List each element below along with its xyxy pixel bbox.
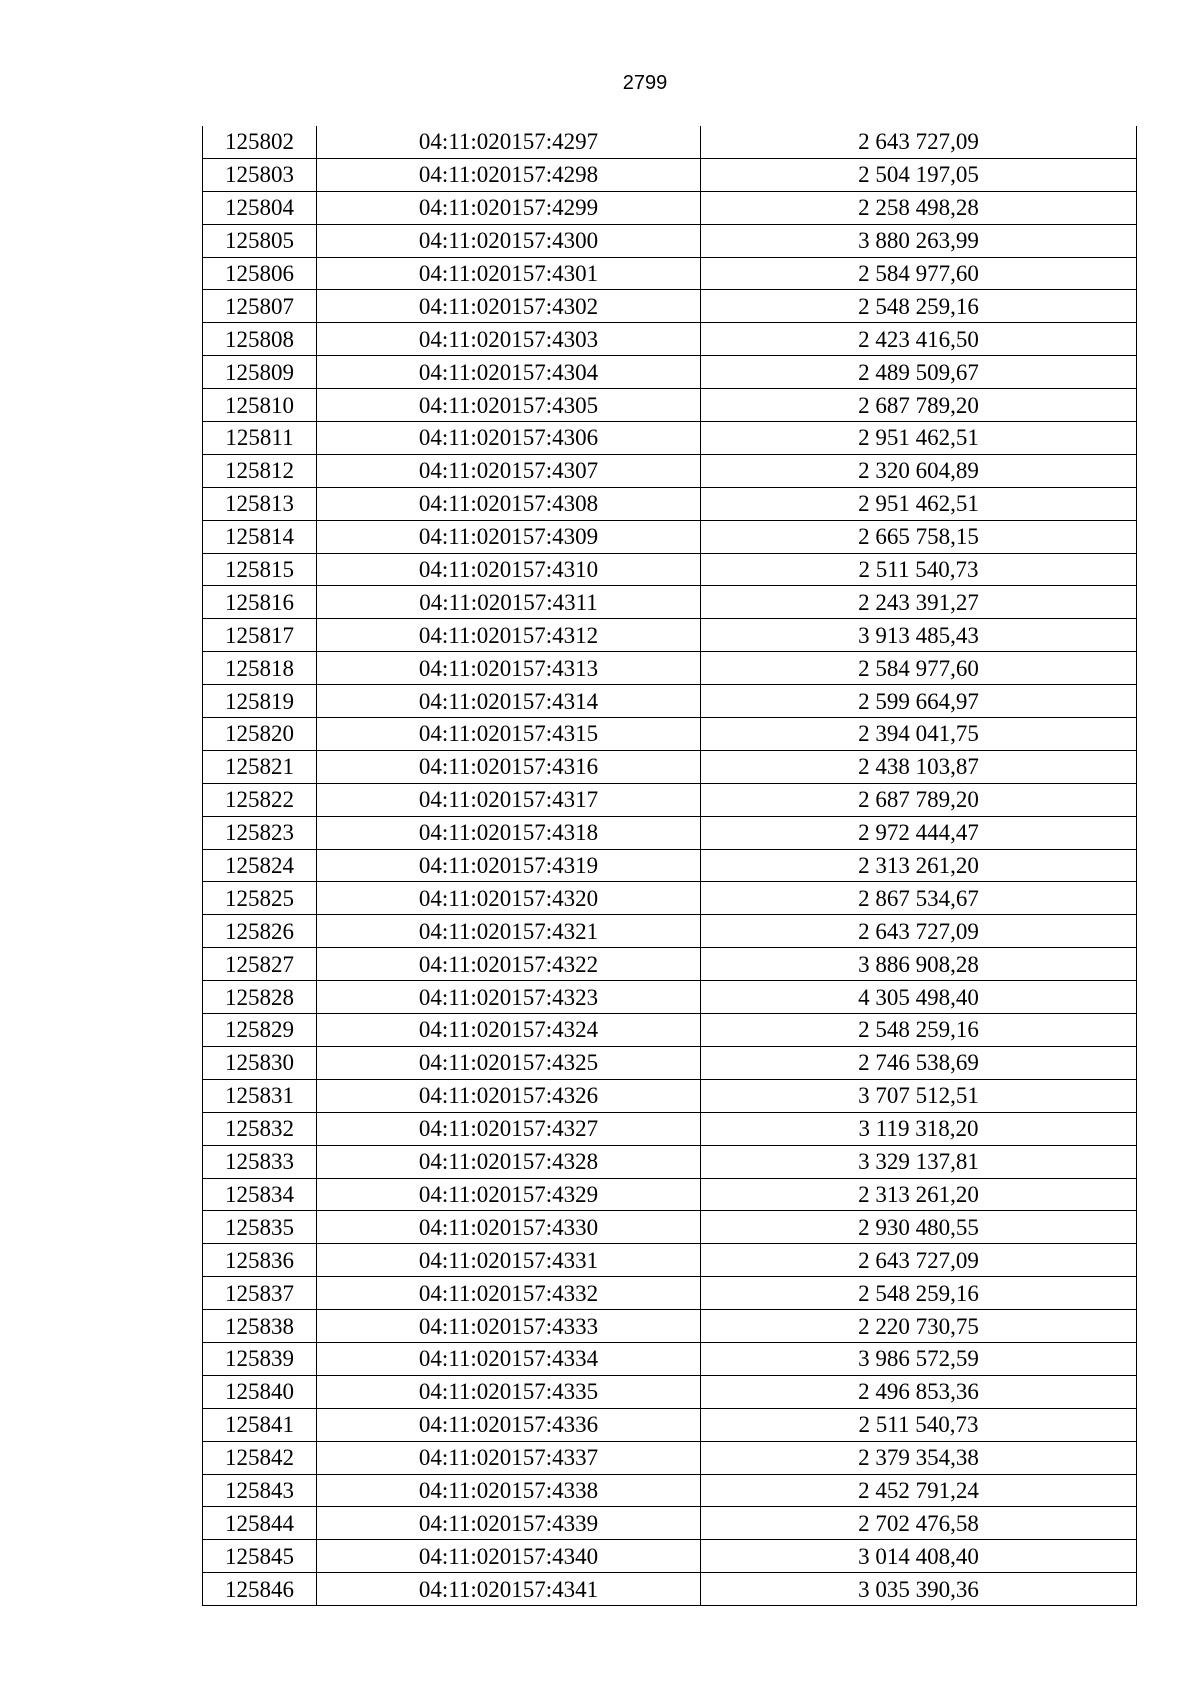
cadastral-value-cell: 3 035 390,36 xyxy=(701,1573,1137,1606)
row-id-cell: 125840 xyxy=(203,1375,317,1408)
row-id-cell: 125826 xyxy=(203,915,317,948)
cadastral-number-cell: 04:11:020157:4308 xyxy=(317,487,701,520)
table-row xyxy=(203,981,1137,1014)
cadastral-value-cell: 2 746 538,69 xyxy=(701,1046,1137,1079)
row-id-cell: 125834 xyxy=(203,1178,317,1211)
cadastral-value-cell: 2 243 391,27 xyxy=(701,586,1137,619)
table-row xyxy=(203,1310,1137,1343)
row-id-cell: 125806 xyxy=(203,257,317,290)
cadastral-value-cell: 2 930 480,55 xyxy=(701,1211,1137,1244)
row-id-cell: 125810 xyxy=(203,389,317,422)
cadastral-number-cell: 04:11:020157:4335 xyxy=(317,1375,701,1408)
row-id-cell: 125838 xyxy=(203,1310,317,1343)
cadastral-number-cell: 04:11:020157:4326 xyxy=(317,1079,701,1112)
row-id-cell: 125837 xyxy=(203,1277,317,1310)
cadastral-value-cell: 3 880 263,99 xyxy=(701,224,1137,257)
table-row xyxy=(203,849,1137,882)
table-row xyxy=(203,126,1137,158)
cadastral-number-cell: 04:11:020157:4321 xyxy=(317,915,701,948)
table-row xyxy=(203,783,1137,816)
row-id-cell: 125817 xyxy=(203,619,317,652)
cadastral-value-cell: 2 548 259,16 xyxy=(701,1277,1137,1310)
table-row xyxy=(203,454,1137,487)
cadastral-number-cell: 04:11:020157:4337 xyxy=(317,1441,701,1474)
cadastral-number-cell: 04:11:020157:4330 xyxy=(317,1211,701,1244)
cadastral-number-cell: 04:11:020157:4312 xyxy=(317,619,701,652)
row-id-cell: 125802 xyxy=(203,126,317,158)
table-row xyxy=(203,356,1137,389)
cadastral-number-cell: 04:11:020157:4323 xyxy=(317,981,701,1014)
table-body xyxy=(203,126,1137,1606)
cadastral-value-cell: 3 886 908,28 xyxy=(701,948,1137,981)
row-id-cell: 125845 xyxy=(203,1540,317,1573)
row-id-cell: 125811 xyxy=(203,422,317,455)
row-id-cell: 125839 xyxy=(203,1342,317,1375)
row-id-cell: 125819 xyxy=(203,685,317,718)
cadastral-number-cell: 04:11:020157:4309 xyxy=(317,520,701,553)
cadastral-number-cell: 04:11:020157:4325 xyxy=(317,1046,701,1079)
table-row xyxy=(203,224,1137,257)
cadastral-value-cell: 2 379 354,38 xyxy=(701,1441,1137,1474)
row-id-cell: 125803 xyxy=(203,158,317,191)
row-id-cell: 125832 xyxy=(203,1112,317,1145)
cadastral-number-cell: 04:11:020157:4338 xyxy=(317,1474,701,1507)
cadastral-number-cell: 04:11:020157:4341 xyxy=(317,1573,701,1606)
row-id-cell: 125812 xyxy=(203,454,317,487)
cadastral-number-cell: 04:11:020157:4307 xyxy=(317,454,701,487)
row-id-cell: 125804 xyxy=(203,191,317,224)
table-row xyxy=(203,1244,1137,1277)
cadastral-number-cell: 04:11:020157:4301 xyxy=(317,257,701,290)
cadastral-number-cell: 04:11:020157:4319 xyxy=(317,849,701,882)
cadastral-value-cell: 2 511 540,73 xyxy=(701,553,1137,586)
table-row xyxy=(203,323,1137,356)
cadastral-number-cell: 04:11:020157:4310 xyxy=(317,553,701,586)
cadastral-value-cell: 2 599 664,97 xyxy=(701,685,1137,718)
table-row xyxy=(203,1507,1137,1540)
cadastral-number-cell: 04:11:020157:4329 xyxy=(317,1178,701,1211)
cadastral-value-cell: 2 702 476,58 xyxy=(701,1507,1137,1540)
table-row xyxy=(203,718,1137,751)
cadastral-value-table-container xyxy=(202,126,1137,1606)
table-row xyxy=(203,750,1137,783)
cadastral-value-cell: 2 511 540,73 xyxy=(701,1408,1137,1441)
cadastral-value-cell: 2 643 727,09 xyxy=(701,1244,1137,1277)
row-id-cell: 125825 xyxy=(203,882,317,915)
cadastral-number-cell: 04:11:020157:4336 xyxy=(317,1408,701,1441)
cadastral-value-cell: 3 913 485,43 xyxy=(701,619,1137,652)
cadastral-value-cell: 2 548 259,16 xyxy=(701,1014,1137,1047)
cadastral-value-cell: 2 489 509,67 xyxy=(701,356,1137,389)
row-id-cell: 125844 xyxy=(203,1507,317,1540)
cadastral-value-cell: 2 394 041,75 xyxy=(701,718,1137,751)
cadastral-value-cell: 2 423 416,50 xyxy=(701,323,1137,356)
table-row xyxy=(203,389,1137,422)
table-row xyxy=(203,948,1137,981)
cadastral-number-cell: 04:11:020157:4305 xyxy=(317,389,701,422)
table-row xyxy=(203,191,1137,224)
table-row xyxy=(203,1112,1137,1145)
cadastral-number-cell: 04:11:020157:4315 xyxy=(317,718,701,751)
row-id-cell: 125842 xyxy=(203,1441,317,1474)
cadastral-number-cell: 04:11:020157:4317 xyxy=(317,783,701,816)
table-row xyxy=(203,652,1137,685)
row-id-cell: 125816 xyxy=(203,586,317,619)
cadastral-value-cell: 2 951 462,51 xyxy=(701,487,1137,520)
row-id-cell: 125841 xyxy=(203,1408,317,1441)
cadastral-value-cell: 2 313 261,20 xyxy=(701,849,1137,882)
cadastral-value-cell: 2 438 103,87 xyxy=(701,750,1137,783)
row-id-cell: 125807 xyxy=(203,290,317,323)
table-row xyxy=(203,1342,1137,1375)
cadastral-number-cell: 04:11:020157:4339 xyxy=(317,1507,701,1540)
cadastral-value-cell: 2 548 259,16 xyxy=(701,290,1137,323)
cadastral-value-cell: 3 986 572,59 xyxy=(701,1342,1137,1375)
table-row xyxy=(203,257,1137,290)
cadastral-number-cell: 04:11:020157:4304 xyxy=(317,356,701,389)
row-id-cell: 125833 xyxy=(203,1145,317,1178)
cadastral-value-cell: 2 504 197,05 xyxy=(701,158,1137,191)
cadastral-number-cell: 04:11:020157:4297 xyxy=(317,126,701,158)
table-row xyxy=(203,1079,1137,1112)
table-row xyxy=(203,422,1137,455)
table-row xyxy=(203,1046,1137,1079)
cadastral-number-cell: 04:11:020157:4302 xyxy=(317,290,701,323)
cadastral-value-cell: 2 687 789,20 xyxy=(701,783,1137,816)
cadastral-value-cell: 2 643 727,09 xyxy=(701,915,1137,948)
cadastral-number-cell: 04:11:020157:4318 xyxy=(317,816,701,849)
cadastral-number-cell: 04:11:020157:4316 xyxy=(317,750,701,783)
table-row xyxy=(203,1145,1137,1178)
table-row xyxy=(203,1540,1137,1573)
cadastral-number-cell: 04:11:020157:4334 xyxy=(317,1342,701,1375)
table-row xyxy=(203,553,1137,586)
row-id-cell: 125820 xyxy=(203,718,317,751)
table-row xyxy=(203,520,1137,553)
cadastral-value-cell: 3 014 408,40 xyxy=(701,1540,1137,1573)
cadastral-number-cell: 04:11:020157:4322 xyxy=(317,948,701,981)
cadastral-value-cell: 2 258 498,28 xyxy=(701,191,1137,224)
cadastral-number-cell: 04:11:020157:4306 xyxy=(317,422,701,455)
cadastral-value-cell: 2 496 853,36 xyxy=(701,1375,1137,1408)
row-id-cell: 125822 xyxy=(203,783,317,816)
cadastral-value-cell: 2 972 444,47 xyxy=(701,816,1137,849)
cadastral-value-cell: 2 220 730,75 xyxy=(701,1310,1137,1343)
row-id-cell: 125828 xyxy=(203,981,317,1014)
table-row xyxy=(203,882,1137,915)
table-row xyxy=(203,487,1137,520)
cadastral-number-cell: 04:11:020157:4313 xyxy=(317,652,701,685)
cadastral-value-cell: 2 643 727,09 xyxy=(701,126,1137,158)
cadastral-number-cell: 04:11:020157:4300 xyxy=(317,224,701,257)
row-id-cell: 125831 xyxy=(203,1079,317,1112)
cadastral-value-cell: 2 867 534,67 xyxy=(701,882,1137,915)
cadastral-value-cell: 3 707 512,51 xyxy=(701,1079,1137,1112)
row-id-cell: 125805 xyxy=(203,224,317,257)
cadastral-value-cell: 3 329 137,81 xyxy=(701,1145,1137,1178)
cadastral-value-cell: 2 584 977,60 xyxy=(701,257,1137,290)
row-id-cell: 125824 xyxy=(203,849,317,882)
table-row xyxy=(203,685,1137,718)
table-row xyxy=(203,1573,1137,1606)
table-row xyxy=(203,1408,1137,1441)
cadastral-value-cell: 2 320 604,89 xyxy=(701,454,1137,487)
row-id-cell: 125835 xyxy=(203,1211,317,1244)
row-id-cell: 125846 xyxy=(203,1573,317,1606)
table-row xyxy=(203,1441,1137,1474)
cadastral-value-cell: 2 452 791,24 xyxy=(701,1474,1137,1507)
row-id-cell: 125827 xyxy=(203,948,317,981)
row-id-cell: 125808 xyxy=(203,323,317,356)
table-row xyxy=(203,158,1137,191)
table-row xyxy=(203,586,1137,619)
table-row xyxy=(203,915,1137,948)
page-number: 2799 xyxy=(622,72,668,94)
cadastral-number-cell: 04:11:020157:4333 xyxy=(317,1310,701,1343)
row-id-cell: 125843 xyxy=(203,1474,317,1507)
cadastral-value-cell: 2 665 758,15 xyxy=(701,520,1137,553)
row-id-cell: 125814 xyxy=(203,520,317,553)
table-row xyxy=(203,290,1137,323)
cadastral-value-cell: 2 687 789,20 xyxy=(701,389,1137,422)
row-id-cell: 125818 xyxy=(203,652,317,685)
table-row xyxy=(203,1277,1137,1310)
row-id-cell: 125830 xyxy=(203,1046,317,1079)
row-id-cell: 125821 xyxy=(203,750,317,783)
row-id-cell: 125836 xyxy=(203,1244,317,1277)
cadastral-value-cell: 3 119 318,20 xyxy=(701,1112,1137,1145)
cadastral-number-cell: 04:11:020157:4298 xyxy=(317,158,701,191)
cadastral-number-cell: 04:11:020157:4324 xyxy=(317,1014,701,1047)
row-id-cell: 125815 xyxy=(203,553,317,586)
cadastral-number-cell: 04:11:020157:4327 xyxy=(317,1112,701,1145)
cadastral-number-cell: 04:11:020157:4311 xyxy=(317,586,701,619)
cadastral-number-cell: 04:11:020157:4340 xyxy=(317,1540,701,1573)
cadastral-number-cell: 04:11:020157:4299 xyxy=(317,191,701,224)
cadastral-value-table xyxy=(202,126,1137,1606)
table-row xyxy=(203,1474,1137,1507)
table-row xyxy=(203,1178,1137,1211)
table-row xyxy=(203,1211,1137,1244)
cadastral-value-cell: 4 305 498,40 xyxy=(701,981,1137,1014)
table-row xyxy=(203,1375,1137,1408)
cadastral-number-cell: 04:11:020157:4331 xyxy=(317,1244,701,1277)
table-row xyxy=(203,816,1137,849)
row-id-cell: 125823 xyxy=(203,816,317,849)
row-id-cell: 125813 xyxy=(203,487,317,520)
table-row xyxy=(203,1014,1137,1047)
cadastral-number-cell: 04:11:020157:4320 xyxy=(317,882,701,915)
row-id-cell: 125829 xyxy=(203,1014,317,1047)
cadastral-number-cell: 04:11:020157:4328 xyxy=(317,1145,701,1178)
cadastral-value-cell: 2 313 261,20 xyxy=(701,1178,1137,1211)
table-row xyxy=(203,619,1137,652)
cadastral-number-cell: 04:11:020157:4332 xyxy=(317,1277,701,1310)
cadastral-number-cell: 04:11:020157:4314 xyxy=(317,685,701,718)
cadastral-number-cell: 04:11:020157:4303 xyxy=(317,323,701,356)
cadastral-value-cell: 2 584 977,60 xyxy=(701,652,1137,685)
cadastral-value-cell: 2 951 462,51 xyxy=(701,422,1137,455)
row-id-cell: 125809 xyxy=(203,356,317,389)
